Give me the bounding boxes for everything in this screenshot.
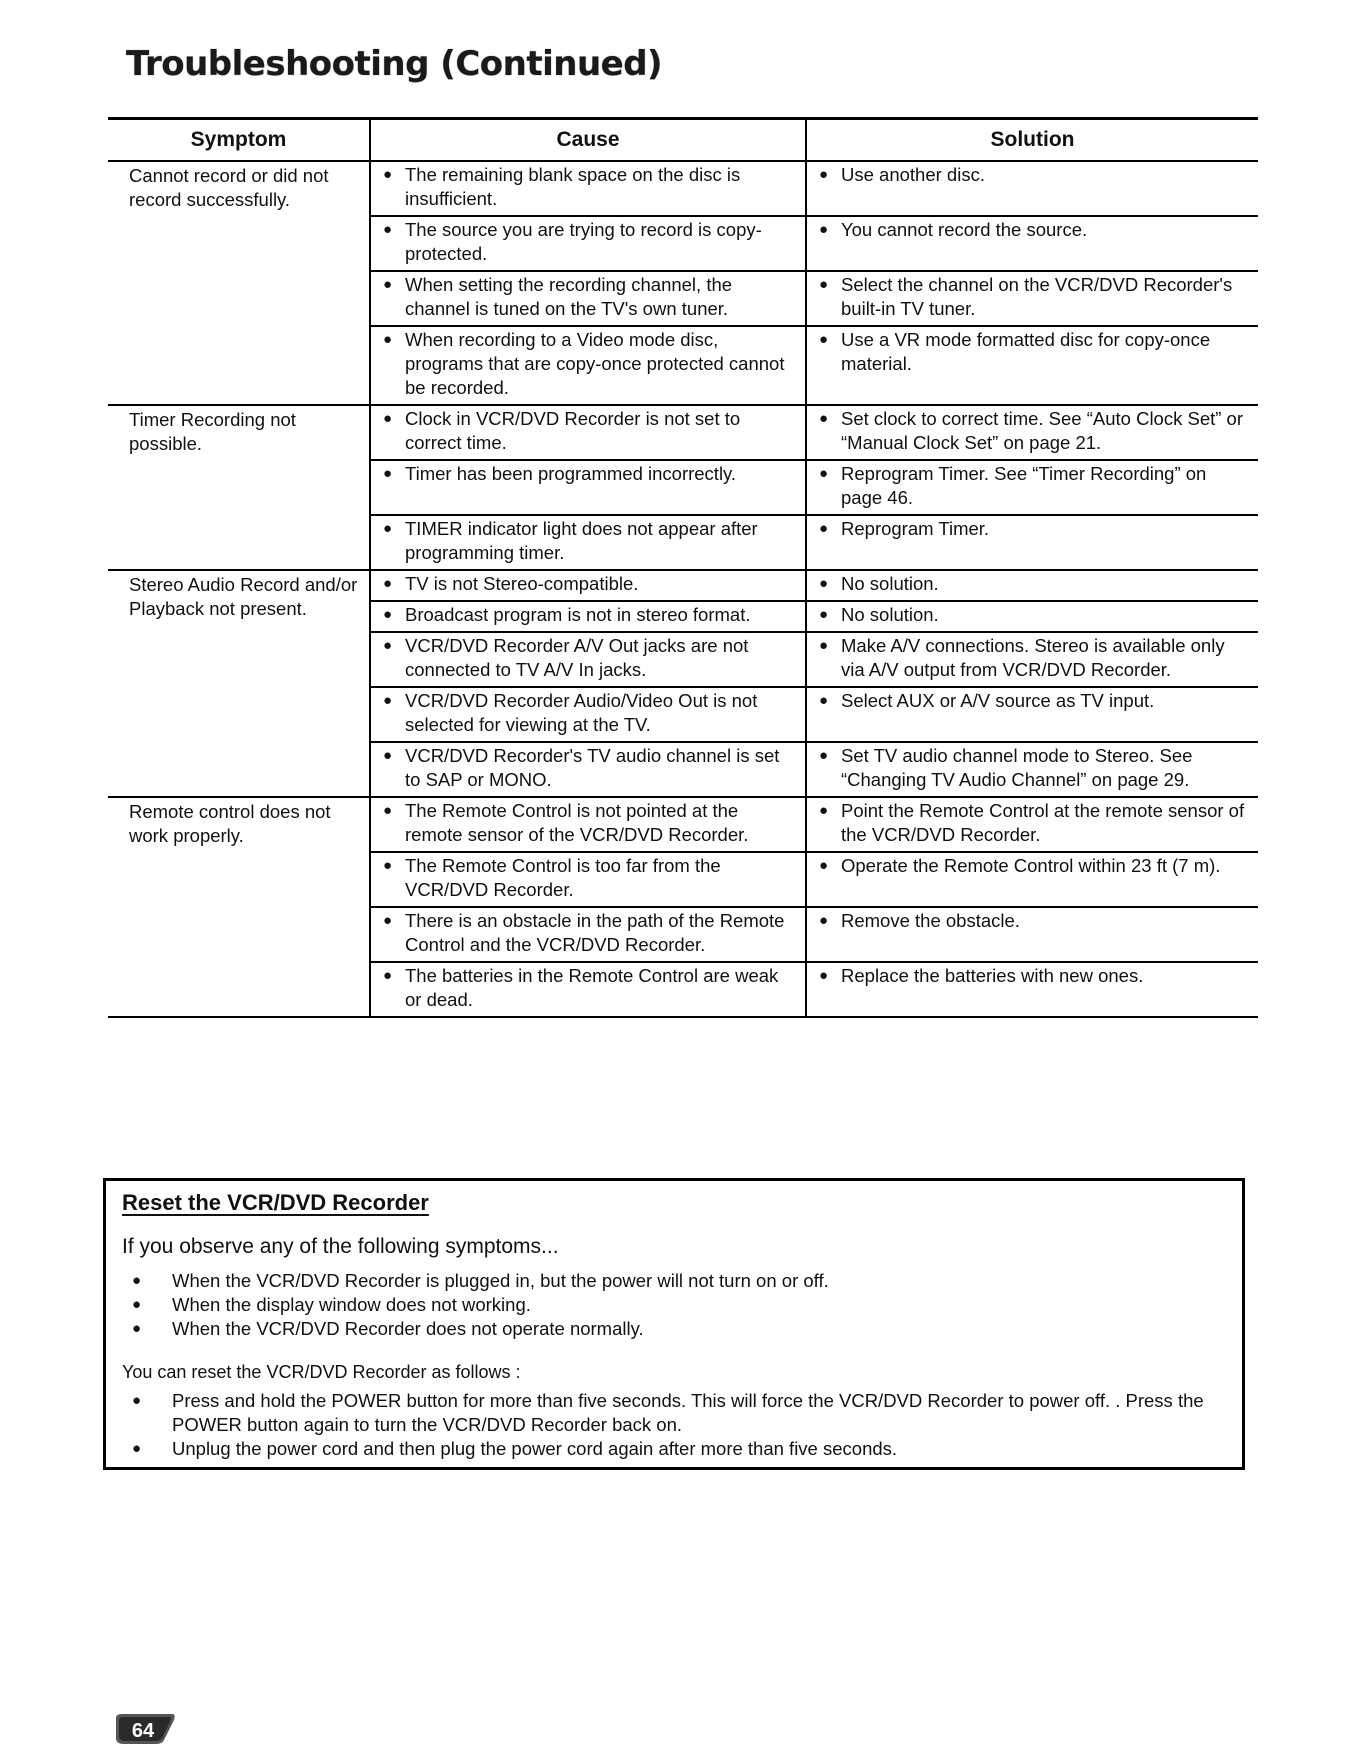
bullet-icon: ● [383, 857, 393, 874]
solution-bullet [819, 964, 1250, 988]
list-item: ● When the VCR/DVD Recorder does not operate normally. [132, 1318, 644, 1339]
troubleshooting-table [108, 117, 1258, 1018]
solution-text: Point the Remote Control at the remote sensor of the VCR/DVD Recorder. [841, 800, 1245, 845]
bullet-icon: ● [383, 331, 393, 348]
cause-cell [370, 216, 806, 271]
bullet-icon: ● [132, 1272, 142, 1289]
symptom-cell: Cannot record or did not record successfully. [108, 161, 370, 405]
solution-cell [806, 326, 1258, 405]
bullet-icon: ● [383, 221, 393, 238]
bullet-icon: ● [383, 465, 393, 482]
cause-cell [370, 326, 806, 405]
solution-text: Replace the batteries with new ones. [841, 965, 1144, 986]
solution-cell [806, 907, 1258, 962]
cause-cell [370, 405, 806, 460]
bullet-icon: ● [383, 692, 393, 709]
solution-bullet [819, 854, 1250, 878]
solution-bullet [819, 909, 1250, 933]
bullet-icon: ● [819, 166, 829, 183]
solution-cell [806, 962, 1258, 1017]
bullet-icon: ● [383, 606, 393, 623]
cause-cell [370, 515, 806, 570]
solution-bullet [819, 689, 1250, 713]
solution-bullet [819, 799, 1250, 847]
reset-symptom-list [132, 1269, 1222, 1341]
solution-text: Select the channel on the VCR/DVD Recorder's built-in TV tuner. [841, 274, 1233, 319]
cause-cell [370, 852, 806, 907]
cause-text: VCR/DVD Recorder A/V Out jacks are not connected to TV A/V In jacks. [405, 635, 749, 680]
bullet-icon: ● [383, 410, 393, 427]
cause-bullet [383, 964, 797, 1012]
cause-bullet [383, 462, 797, 486]
solution-cell [806, 570, 1258, 601]
bullet-icon: ● [383, 912, 393, 929]
cause-text: Clock in VCR/DVD Recorder is not set to correct time. [405, 408, 741, 453]
cause-cell [370, 161, 806, 216]
cause-cell [370, 632, 806, 687]
cause-text: Broadcast program is not in stereo format. [405, 604, 751, 625]
table-body [108, 161, 1258, 1017]
reset-intro: If you observe any of the following symptoms... [122, 1235, 559, 1258]
solution-bullet [819, 744, 1250, 792]
reset-instructions-intro: You can reset the VCR/DVD Recorder as follows : [122, 1362, 521, 1382]
solution-bullet [819, 218, 1250, 242]
bullet-icon: ● [819, 410, 829, 427]
bullet-icon: ● [383, 637, 393, 654]
symptom-cell: Remote control does not work properly. [108, 797, 370, 1017]
header-solution: Solution [806, 119, 1258, 162]
solution-text: Set TV audio channel mode to Stereo. See “Changing TV Audio Channel” on page 29. [841, 745, 1193, 790]
cause-bullet [383, 799, 797, 847]
cause-bullet [383, 163, 797, 211]
bullet-icon: ● [383, 967, 393, 984]
cause-cell [370, 797, 806, 852]
solution-cell [806, 797, 1258, 852]
solution-bullet [819, 634, 1250, 682]
cause-bullet [383, 689, 797, 737]
solution-text: No solution. [841, 573, 939, 594]
cause-cell [370, 742, 806, 797]
page-title: Troubleshooting (Continued) [126, 44, 663, 84]
bullet-icon: ● [132, 1440, 142, 1457]
cause-cell [370, 962, 806, 1017]
header-cause: Cause [370, 119, 806, 162]
cause-bullet [383, 909, 797, 957]
cause-bullet [383, 273, 797, 321]
cause-bullet [383, 744, 797, 792]
bullet-icon: ● [819, 276, 829, 293]
solution-text: Reprogram Timer. See “Timer Recording” on page 46. [841, 463, 1207, 508]
solution-bullet [819, 407, 1250, 455]
solution-cell [806, 632, 1258, 687]
table-row [108, 405, 1258, 460]
bullet-icon: ● [383, 166, 393, 183]
cause-text: The Remote Control is too far from the VCR/DVD Recorder. [405, 855, 721, 900]
table-row [108, 161, 1258, 216]
cause-cell [370, 687, 806, 742]
solution-cell [806, 742, 1258, 797]
bullet-icon: ● [819, 857, 829, 874]
reset-step-list [132, 1389, 1222, 1461]
header-symptom: Symptom [108, 119, 370, 162]
solution-text: You cannot record the source. [841, 219, 1088, 240]
solution-bullet [819, 603, 1250, 627]
cause-cell [370, 570, 806, 601]
solution-bullet [819, 572, 1250, 596]
bullet-icon: ● [819, 967, 829, 984]
cause-text: Timer has been programmed incorrectly. [405, 463, 737, 484]
cause-text: When setting the recording channel, the channel is tuned on the TV's own tuner. [405, 274, 733, 319]
bullet-icon: ● [819, 606, 829, 623]
cause-cell [370, 271, 806, 326]
cause-text: The remaining blank space on the disc is insufficient. [405, 164, 741, 209]
list-item: ● Press and hold the POWER button for more than five seconds. This will force the VCR/DVD Recorder to power off. . Press the POWER button again to turn the VCR/DVD Recorder back on. [132, 1390, 1204, 1435]
bullet-icon: ● [132, 1320, 142, 1337]
list-item: ● When the display window does not working. [132, 1294, 531, 1315]
solution-cell [806, 271, 1258, 326]
solution-cell [806, 216, 1258, 271]
bullet-icon: ● [819, 912, 829, 929]
table-row [108, 797, 1258, 852]
cause-text: The Remote Control is not pointed at the remote sensor of the VCR/DVD Recorder. [405, 800, 749, 845]
solution-text: Select AUX or A/V source as TV input. [841, 690, 1155, 711]
bullet-icon: ● [819, 692, 829, 709]
solution-bullet [819, 517, 1250, 541]
reset-title: Reset the VCR/DVD Recorder [122, 1190, 429, 1215]
solution-text: Set clock to correct time. See “Auto Clock Set” or “Manual Clock Set” on page 21. [841, 408, 1244, 453]
cause-text: VCR/DVD Recorder's TV audio channel is set to SAP or MONO. [405, 745, 780, 790]
cause-text: VCR/DVD Recorder Audio/Video Out is not selected for viewing at the TV. [405, 690, 758, 735]
cause-bullet [383, 603, 797, 627]
solution-cell [806, 601, 1258, 632]
bullet-icon: ● [383, 276, 393, 293]
cause-text: TV is not Stereo-compatible. [405, 573, 639, 594]
bullet-icon: ● [819, 520, 829, 537]
solution-cell [806, 515, 1258, 570]
bullet-icon: ● [819, 331, 829, 348]
cause-text: TIMER indicator light does not appear after programming timer. [405, 518, 758, 563]
list-item: ● When the VCR/DVD Recorder is plugged in, but the power will not turn on or off. [132, 1270, 829, 1291]
solution-text: Reprogram Timer. [841, 518, 990, 539]
bullet-icon: ● [383, 802, 393, 819]
cause-bullet [383, 634, 797, 682]
page-number: 64 [131, 1720, 155, 1742]
bullet-icon: ● [383, 520, 393, 537]
cause-bullet [383, 407, 797, 455]
cause-text: When recording to a Video mode disc, programs that are copy-once protected cannot be recorded. [405, 329, 785, 398]
solution-text: Use a VR mode formatted disc for copy-once material. [841, 329, 1211, 374]
solution-bullet [819, 273, 1250, 321]
cause-bullet [383, 218, 797, 266]
bullet-icon: ● [383, 747, 393, 764]
solution-text: Use another disc. [841, 164, 985, 185]
page-number-badge [112, 1712, 178, 1746]
cause-cell [370, 601, 806, 632]
list-item: ● Unplug the power cord and then plug the power cord again after more than five seconds. [132, 1438, 898, 1459]
bullet-icon: ● [819, 747, 829, 764]
solution-cell [806, 161, 1258, 216]
bullet-icon: ● [819, 575, 829, 592]
bullet-icon: ● [132, 1296, 142, 1313]
solution-text: No solution. [841, 604, 939, 625]
solution-bullet [819, 163, 1250, 187]
cause-bullet [383, 572, 797, 596]
symptom-cell: Stereo Audio Record and/or Playback not present. [108, 570, 370, 797]
solution-cell [806, 852, 1258, 907]
table-header-row [108, 119, 1258, 162]
reset-panel [103, 1178, 1245, 1470]
table-row [108, 570, 1258, 601]
cause-cell [370, 907, 806, 962]
bullet-icon: ● [383, 575, 393, 592]
cause-bullet [383, 854, 797, 902]
cause-text: The source you are trying to record is copy-protected. [405, 219, 762, 264]
cause-cell [370, 460, 806, 515]
cause-bullet [383, 517, 797, 565]
symptom-cell: Timer Recording not possible. [108, 405, 370, 570]
bullet-icon: ● [819, 221, 829, 238]
bullet-icon: ● [819, 802, 829, 819]
cause-text: The batteries in the Remote Control are weak or dead. [405, 965, 779, 1010]
solution-text: Make A/V connections. Stereo is available only via A/V output from VCR/DVD Recorder. [841, 635, 1225, 680]
solution-text: Remove the obstacle. [841, 910, 1020, 931]
solution-text: Operate the Remote Control within 23 ft (7 m). [841, 855, 1221, 876]
bullet-icon: ● [132, 1392, 142, 1409]
cause-bullet [383, 328, 797, 400]
solution-bullet [819, 328, 1250, 376]
solution-cell [806, 405, 1258, 460]
bullet-icon: ● [819, 465, 829, 482]
solution-cell [806, 460, 1258, 515]
bullet-icon: ● [819, 637, 829, 654]
solution-cell [806, 687, 1258, 742]
cause-text: There is an obstacle in the path of the Remote Control and the VCR/DVD Recorder. [405, 910, 785, 955]
solution-bullet [819, 462, 1250, 510]
